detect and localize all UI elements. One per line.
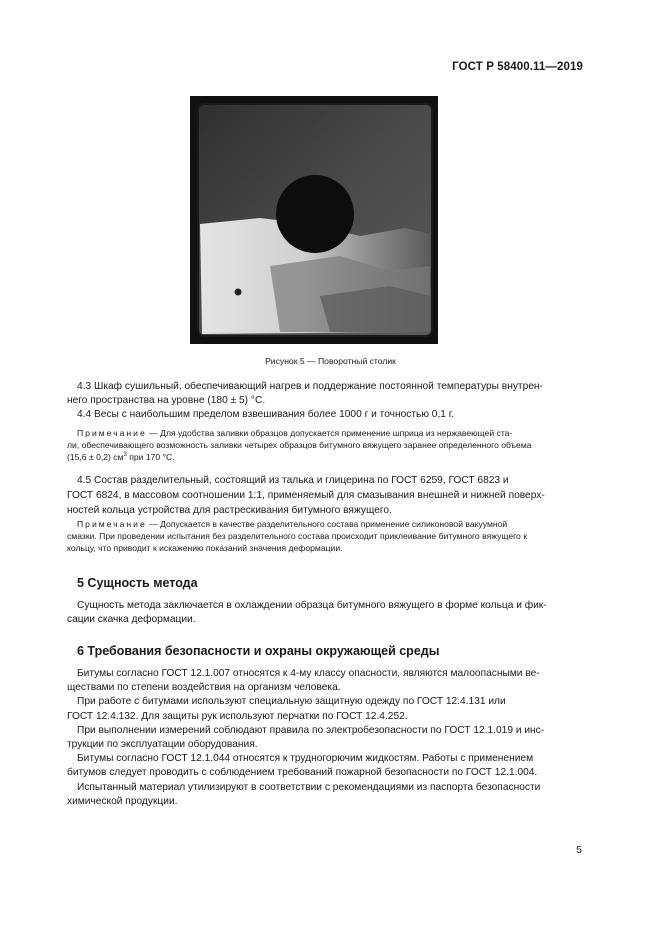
s6-p2-line2: ГОСТ 12.4.132. Для защиты рук используют перчатки по ГОСТ 12.4.252. [67,710,408,722]
s6-p1-line1: Битумы согласно ГОСТ 12.1.007 относятся к 4-му классу опасности, являются малоопасными ве- [77,668,540,679]
p43-line2: него пространства на уровне (180 ± 5) °С. [67,395,266,407]
section6-body [67,667,584,809]
note1-sup: 3 [123,451,127,458]
p43-line1: 4.3 Шкаф сушильный, обеспечивающий нагрев и поддержание постоянной температуры внутрен- [77,381,543,392]
section6-title: 6 Требования безопасности и охраны окружающей среды [77,644,440,658]
s5-line2: сации скачка деформации. [67,614,196,626]
section5-title: 5 Сущность метода [77,576,198,590]
note1-line2: ли, обеспечивающего возможность заливки четырех образцов битумного вяжущего заранее определенного объема [67,439,532,450]
p45-line1: 4.5 Состав разделительный, состоящий из талька и глицерина по ГОСТ 6259, ГОСТ 6823 и [77,475,509,486]
s6-p5-line2: химической продукции. [67,795,178,807]
note1-block [67,428,584,463]
rotary-table-photo [190,96,438,344]
s6-p1-line2: ществами по степени воздействия на организм человека. [67,682,341,694]
paragraph-4-5 [67,473,584,518]
note2-line1: — Допускается в качестве разделительного состава применение силиконовой вакуумной [146,519,508,529]
figure-rotary-table [190,96,438,344]
paragraph-4-4: 4.4 Весы с наибольшим пределом взвешивания более 1000 г и точностью 0,1 г. [77,409,455,421]
note1-line3a: (15,6 ± 0,2) см [67,451,124,462]
s6-p2-line1: При работе с битумами используют специальную защитную одежду по ГОСТ 12.4.131 или [77,696,506,708]
black-disc [276,175,354,253]
s6-p4-line1: Битумы согласно ГОСТ 12.1.044 относятся к трудногорючим жидкостям. Работы с применением [77,753,534,765]
section4-block [67,380,584,423]
note1-line3b: при 170 °С. [126,451,175,462]
note2-label: Примечание [77,519,147,529]
document-id: ГОСТ Р 58400.11—2019 [452,61,583,73]
s5-line1: Сущность метода заключается в охлаждении образца битумного вяжущего в форме кольца и фик- [77,600,547,611]
note2-line3: кольцу, что приводит к искажению показаний значения деформации. [67,542,343,553]
s6-p5-line1: Испытанный материал утилизируют в соответствии с рекомендациями из паспорта безопасности [77,781,541,793]
figure-caption: Рисунок 5 — Поворотный столик [265,356,396,366]
s6-p4-line2: битумов следует проводить с соблюдением требований пожарной безопасности по ГОСТ 12.1.004. [67,767,538,779]
s6-p3-line2: трукции по эксплуатации оборудования. [67,739,258,751]
p45-line3: ностей кольца устройства для растрескивания битумного вяжущего. [67,505,392,516]
s6-p3-line1: При выполнении измерений соблюдают правила по электробезопасности по ГОСТ 12.1.019 и инс- [77,724,545,736]
page-number: 5 [576,844,582,856]
paragraph-4-3 [67,380,584,408]
p45-line2: ГОСТ 6824, в массовом соотношении 1:1, применяемый для смазывания внешней и нижней поверх- [67,490,545,501]
pin-hole [235,289,242,296]
note2-block [67,519,584,554]
note2-line2: смазки. При проведении испытания без разделительного состава происходит приклеивание битумного вяжущего к [67,530,527,541]
note1-line1: — Для удобства заливки образцов допускается применение шприца из нержавеющей ста- [146,428,513,438]
note1-label: Примечание [77,428,147,438]
section5-body [67,599,584,627]
